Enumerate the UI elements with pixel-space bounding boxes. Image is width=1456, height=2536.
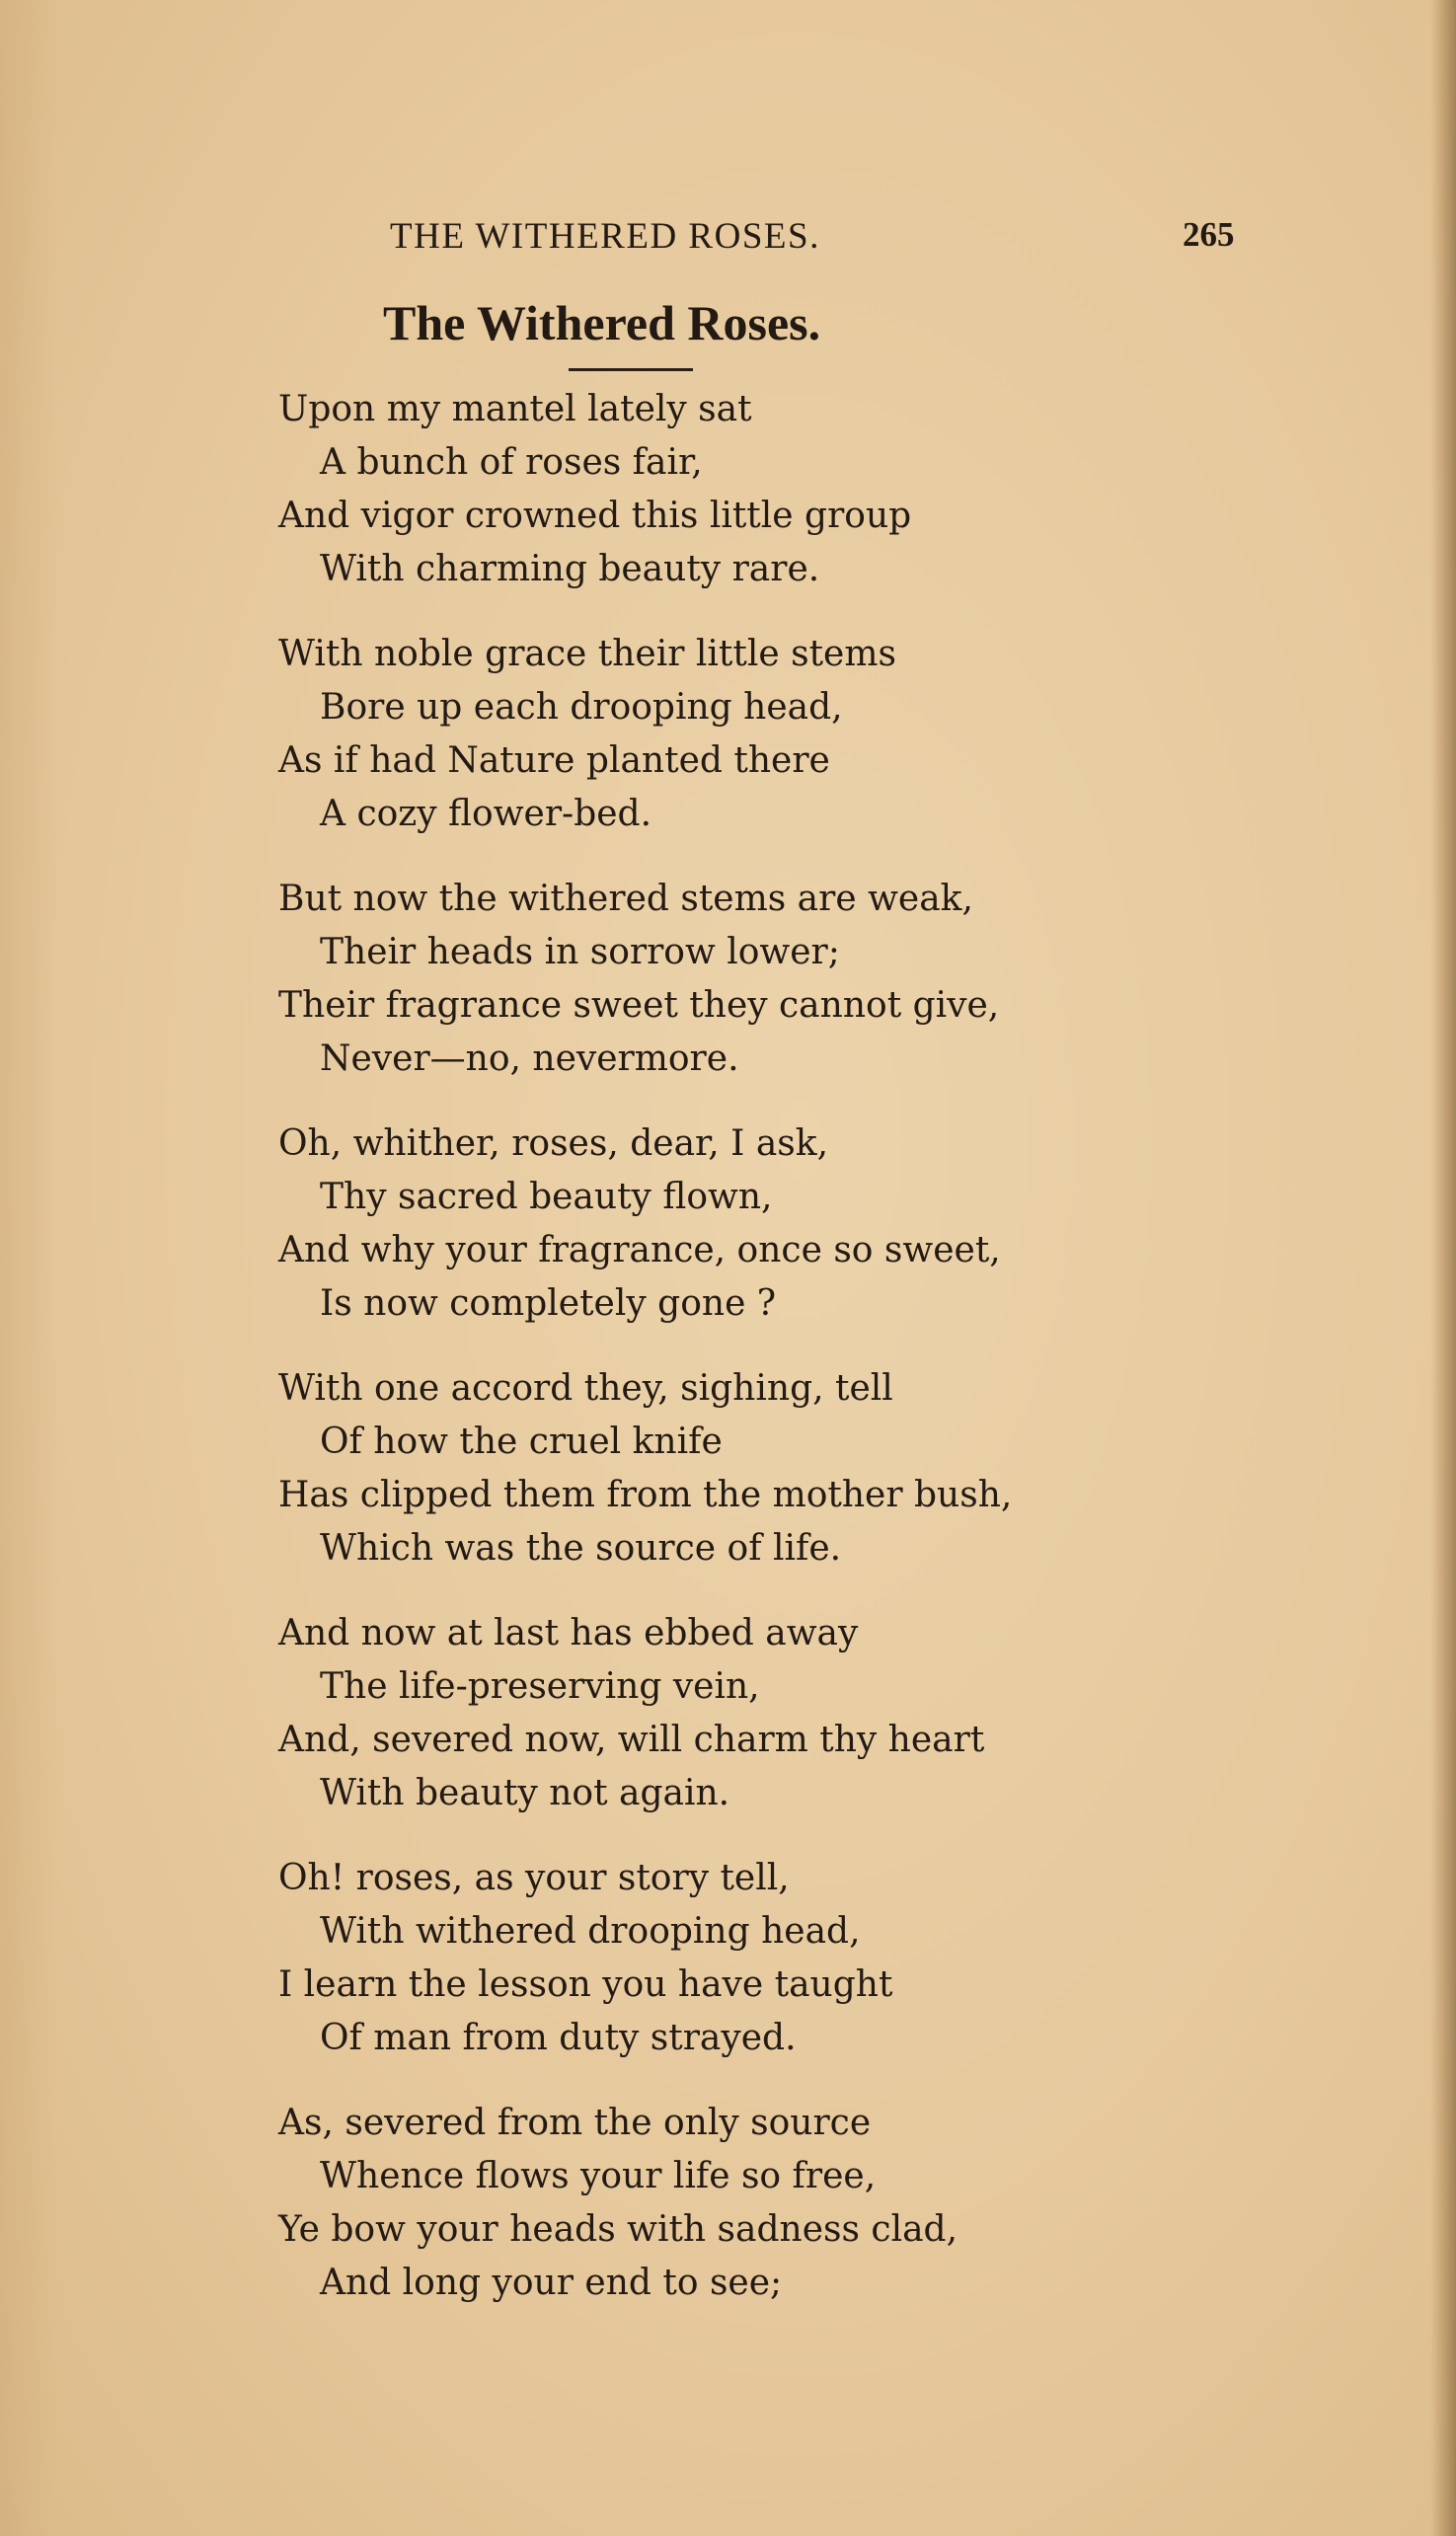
poem-line: Of man from duty strayed. xyxy=(320,2018,797,2058)
poem-line: With withered drooping head, xyxy=(320,1911,861,1952)
poem-line: I learn the lesson you have taught xyxy=(278,1964,893,2005)
page-left-shading xyxy=(0,0,59,2536)
poem-line: Of how the cruel knife xyxy=(320,1422,723,1462)
poem-line: And, severed now, will charm thy heart xyxy=(278,1720,985,1760)
poem-line: Ye bow your heads with sadness clad, xyxy=(278,2209,958,2250)
poem-line: With beauty not again. xyxy=(320,1773,730,1813)
poem-line: And why your fragrance, once so sweet, xyxy=(278,1230,1001,1270)
poem-line: The life-preserving vein, xyxy=(320,1666,760,1707)
poem-line: With one accord they, sighing, tell xyxy=(278,1368,893,1409)
poem-body xyxy=(278,383,1325,2342)
poem-title: The Withered Roses. xyxy=(383,295,821,350)
title-rule xyxy=(569,368,693,371)
stanza-6 xyxy=(278,1607,1325,1820)
poem-line: And long your end to see; xyxy=(320,2263,783,2303)
poem-line: With charming beauty rare. xyxy=(320,549,820,589)
poem-line: Thy sacred beauty flown, xyxy=(320,1177,773,1217)
poem-line: A cozy flower-bed. xyxy=(320,794,652,834)
poem-line: Which was the source of life. xyxy=(320,1528,842,1569)
poem-line: But now the withered stems are weak, xyxy=(278,879,973,919)
running-head: THE WITHERED ROSES. xyxy=(390,216,820,257)
poem-line: With noble grace their little stems xyxy=(278,634,896,674)
poem-line: Upon my mantel lately sat xyxy=(278,389,752,429)
poem-line: And now at last has ebbed away xyxy=(278,1613,859,1653)
poem-line: Has clipped them from the mother bush, xyxy=(278,1475,1013,1515)
stanza-1 xyxy=(278,383,1325,596)
stanza-8 xyxy=(278,2097,1325,2310)
poem-line: A bunch of roses fair, xyxy=(320,442,703,483)
stanza-5 xyxy=(278,1362,1325,1575)
poem-line: Oh! roses, as your story tell, xyxy=(278,1858,790,1898)
poem-line: And vigor crowned this little group xyxy=(278,496,912,536)
poem-line: As, severed from the only source xyxy=(278,2103,872,2143)
poem-line: Their fragrance sweet they cannot give, xyxy=(278,985,1000,1026)
stanza-2 xyxy=(278,628,1325,841)
poem-line: Never—no, nevermore. xyxy=(320,1038,739,1079)
poem-line: Oh, whither, roses, dear, I ask, xyxy=(278,1123,829,1164)
poem-line: Is now completely gone ? xyxy=(320,1283,777,1324)
poem-line: Bore up each drooping head, xyxy=(320,687,843,728)
poem-line: Their heads in sorrow lower; xyxy=(320,932,840,972)
page-edge xyxy=(1430,0,1456,2536)
stanza-7 xyxy=(278,1852,1325,2065)
stanza-4 xyxy=(278,1117,1325,1331)
stanza-3 xyxy=(278,873,1325,1086)
poem-line: Whence flows your life so free, xyxy=(320,2156,877,2196)
poem-line: As if had Nature planted there xyxy=(278,740,830,781)
page-number: 265 xyxy=(1183,215,1235,254)
